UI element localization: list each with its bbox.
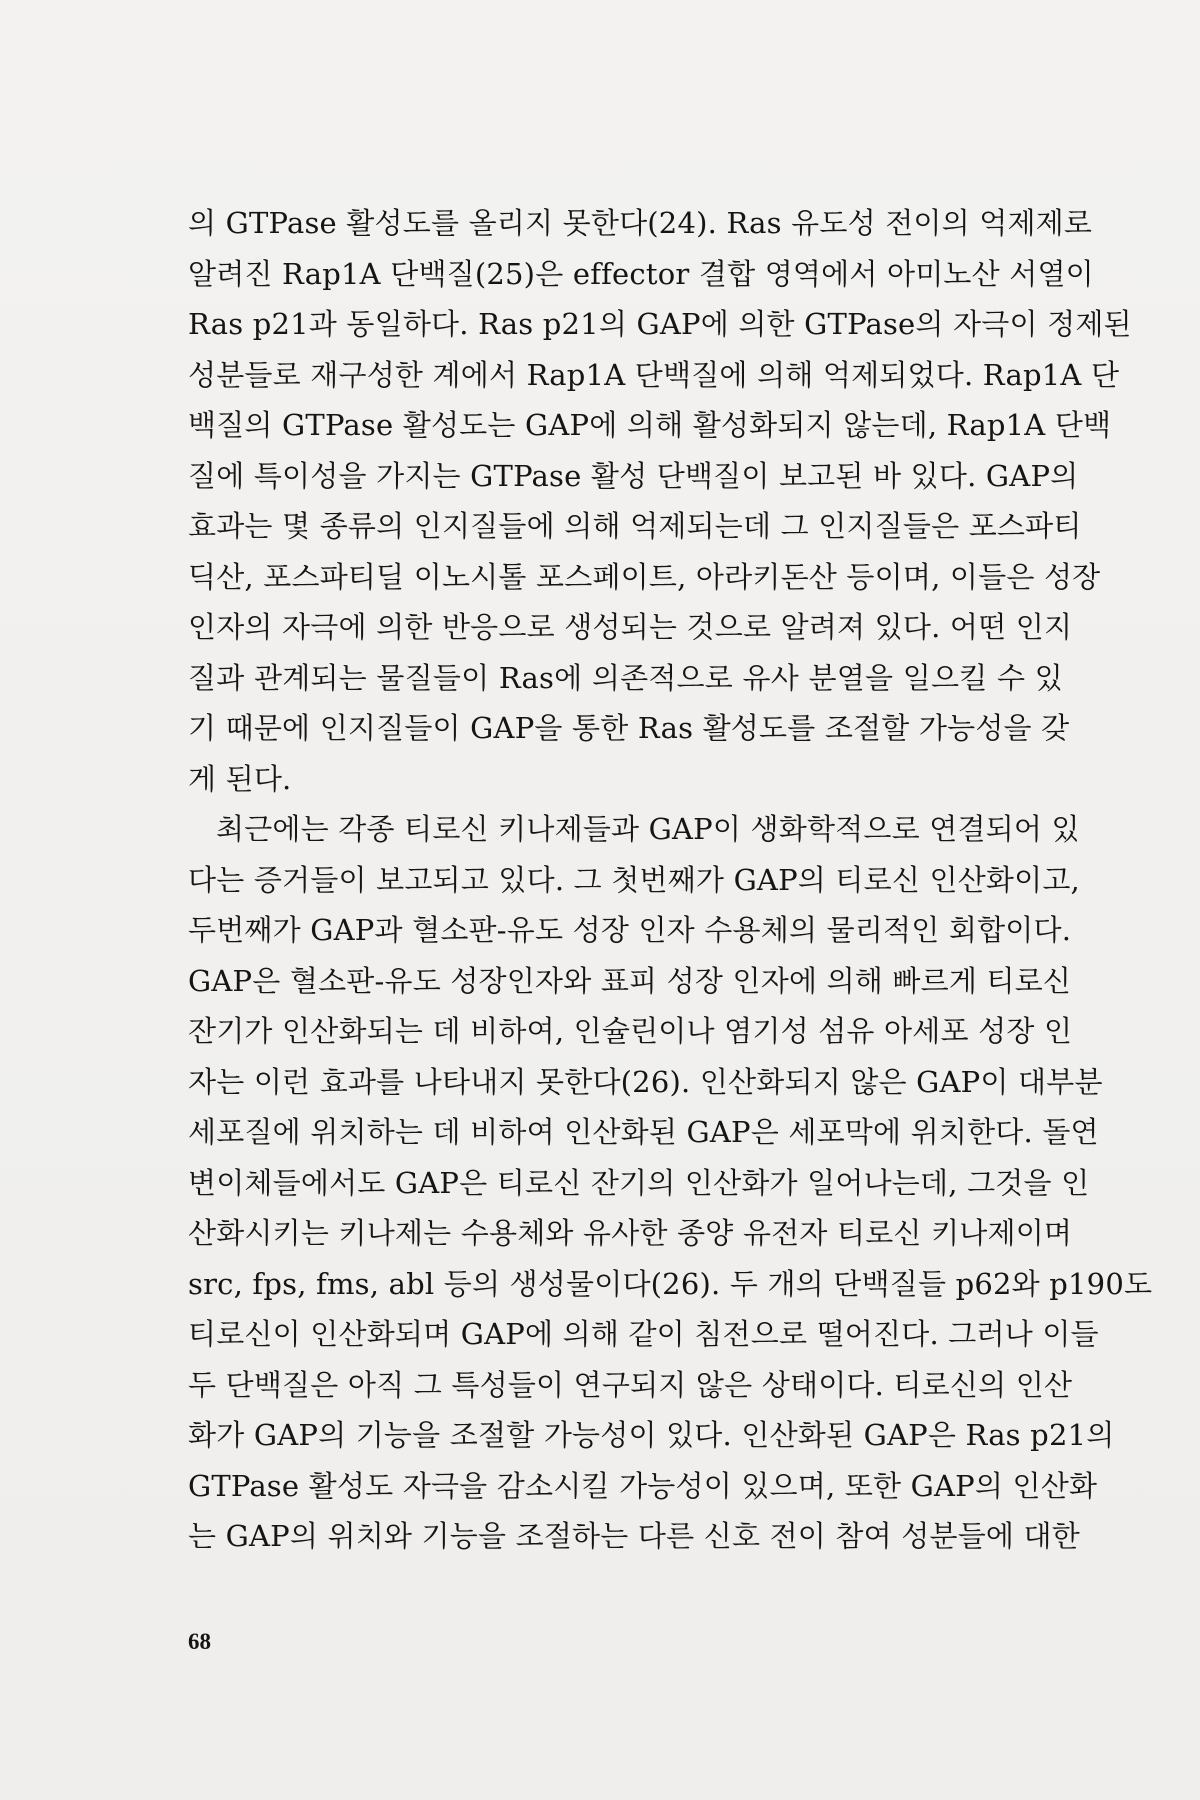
text-line: GAP은 혈소판-유도 성장인자와 표피 성장 인자에 의해 빠르게 티로신 — [188, 963, 1072, 998]
text-line: 산화시키는 키나제는 수용체와 유사한 종양 유전자 티로신 키나제이며 — [188, 1216, 1073, 1250]
text-line: GTPase 활성도 자극을 감소시킬 가능성이 있으며, 또한 GAP의 인산화 — [188, 1468, 1098, 1503]
text-line: 최근에는 각종 티로신 키나제들과 GAP이 생화학적으로 연결되어 있 — [216, 812, 1080, 846]
text-line: 잔기가 인산화되는 데 비하여, 인슐린이나 염기성 섬유 아세포 성장 인 — [188, 1014, 1073, 1048]
text-line: 세포질에 위치하는 데 비하여 인산화된 GAP은 세포막에 위치한다. 돌연 — [188, 1115, 1099, 1149]
text-line: 인자의 자극에 의한 반응으로 생성되는 것으로 알려져 있다. 어떤 인지 — [188, 610, 1073, 644]
text-line: 화가 GAP의 기능을 조절할 가능성이 있다. 인산화된 GAP은 Ras p21의 — [188, 1418, 1115, 1452]
text-line: 는 GAP의 위치와 기능을 조절하는 다른 신호 전이 참여 성분들에 대한 — [188, 1519, 1080, 1553]
text-line: 질에 특이성을 가지는 GTPase 활성 단백질이 보고된 바 있다. GAP의 — [188, 458, 1079, 493]
text-line: 기 때문에 인지질들이 GAP을 통한 Ras 활성도를 조절할 가능성을 갖 — [188, 711, 1070, 745]
text-line: 질과 관계되는 물질들이 Ras에 의존적으로 유사 분열을 일으킬 수 있 — [188, 660, 1063, 695]
text-line: 티로신이 인산화되며 GAP에 의해 같이 침전으로 떨어진다. 그러나 이들 — [188, 1317, 1099, 1351]
text-line: src, fps, fms, abl 등의 생성물이다(26). 두 개의 단백질들 p62와 p190도 — [188, 1266, 1153, 1301]
text-line: 딕산, 포스파티딜 이노시톨 포스페이트, 아라키돈산 등이며, 이들은 성장 — [188, 559, 1101, 594]
page-number: 68 — [188, 1629, 211, 1654]
text-line: 의 GTPase 활성도를 올리지 못한다(24). Ras 유도성 전이의 억제제로 — [188, 206, 1093, 240]
text-line: 게 된다. — [188, 761, 292, 796]
text-line: 성분들로 재구성한 계에서 Rap1A 단백질에 의해 억제되었다. Rap1A 단 — [188, 357, 1120, 392]
text-line: 다는 증거들이 보고되고 있다. 그 첫번째가 GAP의 티로신 인산화이고, — [188, 862, 1080, 897]
text-line: 알려진 Rap1A 단백질(25)은 effector 결합 영역에서 아미노산 서열이 — [188, 256, 1094, 291]
body-text — [188, 198, 1153, 1562]
text-line: 변이체들에서도 GAP은 티로신 잔기의 인산화가 일어나는데, 그것을 인 — [188, 1165, 1090, 1200]
text-line: 효과는 몇 종류의 인지질들에 의해 억제되는데 그 인지질들은 포스파티 — [188, 509, 1082, 543]
text-line: 백질의 GTPase 활성도는 GAP에 의해 활성화되지 않는데, Rap1A 단백 — [188, 408, 1112, 442]
text-line: 두번째가 GAP과 혈소판-유도 성장 인자 수용체의 물리적인 회합이다. — [188, 913, 1072, 947]
text-line: Ras p21과 동일하다. Ras p21의 GAP에 의한 GTPase의 자극이 정제된 — [188, 307, 1132, 341]
text-line: 두 단백질은 아직 그 특성들이 연구되지 않은 상태이다. 티로신의 인산 — [188, 1367, 1073, 1402]
text-line: 자는 이런 효과를 나타내지 못한다(26). 인산화되지 않은 GAP이 대부분 — [188, 1064, 1103, 1099]
